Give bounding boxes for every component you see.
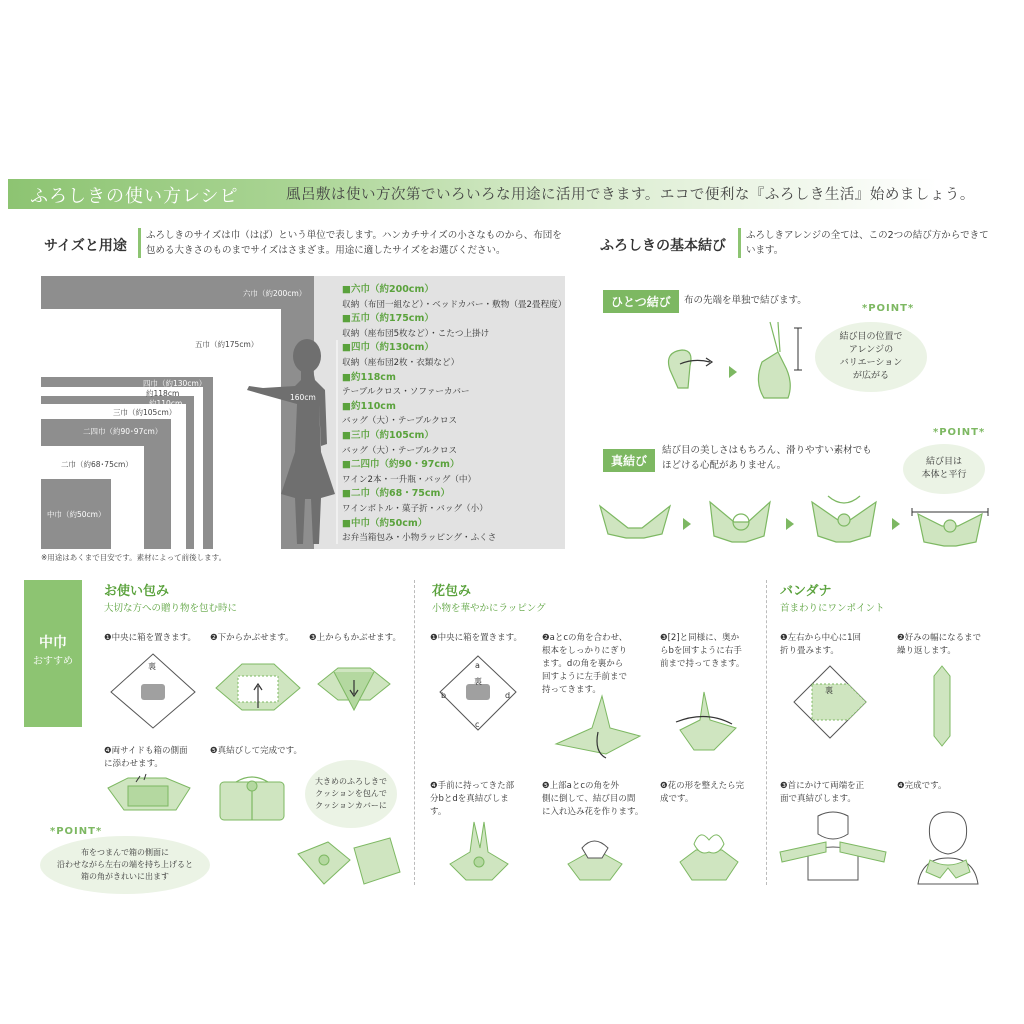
ma-desc: 結び目の美しさはもちろん、滑りやすい素材でも ほどける心配がありません。 (662, 445, 872, 471)
bandana-step1-icon (790, 662, 870, 742)
bandana-step4-icon (912, 808, 982, 884)
otsukai-point-bubble: 布をつまんで箱の側面に 沿わせながら左右の端を持ち上げると 箱の角がきれいに出ます (40, 836, 210, 894)
size-use: テーブルクロス・ソファーカバー (342, 387, 470, 398)
label-nihaba: 二巾（約68･75cm） (61, 460, 133, 469)
otsukai-sub: 大切な方への贈り物を包む時に (104, 603, 238, 614)
ma-arrow-1 (683, 518, 691, 530)
cushion-icon (294, 834, 404, 890)
label-118: 約118cm (146, 389, 180, 398)
ma-arrow-2 (786, 518, 794, 530)
size-heading: サイズと用途 (44, 238, 127, 254)
bandana-step-4: ❹完成です。 (897, 781, 947, 791)
size-name: ■三巾（約105cm） (342, 429, 434, 441)
otsukai-step-2: ❷下からかぶせます。 (210, 633, 294, 643)
recommend-tab: 中巾 おすすめ (24, 580, 82, 727)
ma-tag: 真結び (603, 449, 655, 472)
hana-sub: 小物を華やかにラッピング (432, 603, 546, 614)
otsukai-step2-icon (212, 650, 304, 722)
page-title: ふろしきの使い方レシピ (30, 186, 239, 207)
hana-back-label: 裏 (474, 677, 482, 686)
label-110: 約110cm (149, 399, 183, 408)
otsukai-step3-icon (314, 660, 394, 720)
otsukai-step-4: ❹両サイドも箱の側面 に添わせます。 (104, 746, 188, 769)
size-name: ■二四巾（約90・97cm） (342, 459, 460, 471)
hitotsu-tag: ひとつ結び (603, 290, 679, 313)
hana-letter-c: c (475, 720, 480, 729)
otsukai-step-3: ❸上からもかぶせます。 (309, 633, 401, 643)
cushion-bubble: 大きめのふろしきで クッションを包んで クッションカバーに (305, 760, 397, 828)
size-note: ※用途はあくまで目安です。素材によって前後します。 (41, 553, 227, 562)
size-name: ■中巾（約50cm） (342, 517, 428, 529)
size-intro: ふろしきのサイズは巾（はば）という単位で表します。ハンカチサイズの小さなものから、布団を 包める大きさのものまでサイズはさまざま。用途に適したサイズをお選びください。 (138, 228, 562, 258)
hana-letter-d: d (505, 691, 511, 700)
hitotsu-step2-icon (748, 322, 810, 402)
ma-arrow-3 (892, 518, 900, 530)
size-name: ■六巾（約200cm） (342, 284, 434, 295)
otsukai-step4-icon (106, 774, 192, 822)
hitotsu-bubble: 結び目の位置で アレンジの バリエーション が広がる (815, 322, 927, 392)
hana-letter-b: b (441, 691, 447, 700)
size-name: ■約118cm (342, 371, 396, 383)
hitotsu-desc: 布の先端を単独で結びます。 (684, 295, 807, 306)
bandana-back-label: 裏 (825, 686, 833, 695)
size-name: ■五巾（約175cm） (342, 313, 434, 325)
label-chuhaba: 中巾（約50cm） (47, 510, 106, 519)
hana-step2-icon (548, 692, 644, 772)
divider-2 (766, 580, 767, 885)
ma-step3-icon (808, 490, 880, 548)
hana-letter-a: a (475, 661, 480, 670)
ma-step4-icon (910, 492, 990, 548)
size-use: ワインボトル・菓子折・バッグ（小） (342, 503, 488, 514)
ma-point: *POINT* (933, 427, 986, 438)
size-use: ワイン2本・一升瓶・バッグ（中） (342, 474, 477, 485)
hana-step-4: ❹手前に持ってきた部 分bとdを真結びしま す。 (430, 781, 515, 817)
hana-step-5: ❺上部aとcの角を外 側に倒して、結び目の間 に入れ込み花を作ります。 (542, 781, 644, 817)
size-name: ■約110cm (342, 400, 396, 412)
bandana-step-3: ❸首にかけて両端を正 面で真結びします。 (780, 781, 865, 804)
hitotsu-arrow (729, 366, 737, 378)
hana-step6-icon (676, 826, 742, 884)
otsukai-step-1: ❶中央に箱を置きます。 (104, 633, 196, 643)
otsukai-point: *POINT* (50, 826, 103, 837)
bandana-step-1: ❶左右から中心に1回 折り畳みます。 (780, 633, 862, 656)
size-name: ■二巾（約68・75cm） (342, 488, 450, 500)
hana-step3-icon (670, 690, 742, 756)
label-rokuhaba: 六巾（約200cm） (243, 289, 307, 298)
bandana-title: バンダナ (780, 584, 832, 599)
label-nishihaba: 二四巾（約90･97cm） (83, 427, 163, 436)
hana-step-3: ❸[2]と同様に、奥か らbを回すように右手 前まで持ってきます。 (660, 633, 745, 669)
hitotsu-step1-icon (660, 340, 720, 390)
bandana-step2-icon (932, 664, 952, 748)
hana-step4-icon (446, 818, 512, 884)
otsukai-step5-icon (216, 772, 288, 824)
otsukai-back-label: 裏 (148, 662, 156, 671)
person-silhouette-icon (241, 334, 341, 549)
size-list (342, 283, 567, 546)
knot-heading: ふろしきの基本結び (600, 238, 726, 254)
page-subtitle: 風呂敷は使い方次第でいろいろな用途に活用できます。エコで便利な『ふろしき生活』始めましょう。 (286, 187, 975, 203)
ma-step2-icon (704, 492, 774, 548)
otsukai-title: お使い包み (104, 584, 170, 599)
size-use: 収納（布団一組など）・ベッドカバー・敷物（畳2畳程度） (342, 299, 567, 310)
size-use: お弁当箱包み・小物ラッピング・ふくさ (342, 533, 497, 544)
size-use: 収納（座布団2枚・衣類など） (342, 357, 460, 368)
bandana-step-2: ❷好みの幅になるまで 繰り返します。 (897, 633, 982, 656)
hana-step-2: ❷aとcの角を合わせ、 根本をしっかりにぎり ます。dの角を裏から 回すように左手前まで 持ってきます。 (542, 633, 628, 695)
hitotsu-point: *POINT* (862, 303, 915, 314)
ma-step1-icon (600, 498, 670, 548)
divider-1 (414, 580, 415, 885)
label-sanhaba: 三巾（約105cm） (113, 408, 177, 417)
knot-intro: ふろしきアレンジの全ては、この2つの結び方からできて います。 (738, 228, 989, 258)
bandana-sub: 首まわりにワンポイント (780, 603, 885, 614)
label-gohaba: 五巾（約175cm） (195, 340, 259, 349)
otsukai-step-5: ❺真結びして完成です。 (210, 746, 302, 756)
ma-bubble: 結び目は 本体と平行 (903, 444, 985, 494)
hana-step5-icon (562, 828, 628, 884)
size-use: バッグ（大）・テーブルクロス (342, 445, 458, 456)
size-name: ■四巾（約130cm） (342, 342, 434, 354)
label-yonhaba: 四巾（約130cm） (143, 379, 207, 388)
bandana-step3-icon (778, 812, 888, 882)
size-use: 収納（座布団5枚など）・こたつ上掛け (342, 328, 490, 339)
label-height: 160cm (290, 393, 316, 402)
hana-step-6: ❻花の形を整えたら完 成です。 (660, 781, 745, 804)
size-use: バッグ（大）・テーブルクロス (342, 416, 458, 427)
hana-title: 花包み (432, 584, 472, 599)
hana-step-1: ❶中央に箱を置きます。 (430, 633, 522, 643)
